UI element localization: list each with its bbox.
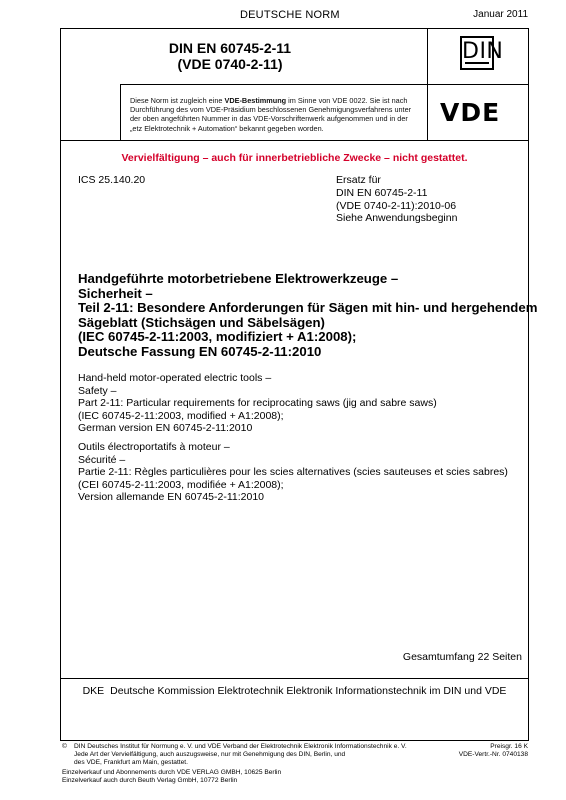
dke-line bbox=[60, 685, 529, 697]
vde-logo: VDE bbox=[440, 98, 501, 127]
issue-date: Januar 2011 bbox=[473, 9, 528, 20]
replacement-line: Ersatz für bbox=[336, 174, 381, 186]
dke-full-name: Deutsche Kommission Elektrotechnik Elektronik Informationstechnik im DIN und VDE bbox=[110, 685, 507, 697]
price-info bbox=[459, 743, 528, 759]
din-logo-text: DIN bbox=[462, 39, 504, 64]
ics-code: ICS 25.140.20 bbox=[78, 174, 146, 186]
copyright-line: DIN Deutsches Institut für Normung e. V. und VDE Verband der Elektrotechnik Elektronik Informationstechnik e. V. bbox=[74, 743, 407, 750]
copyright-symbol: © bbox=[62, 743, 67, 750]
title-german-line: Teil 2-11: Besondere Anforderungen für Sägen mit hin- und hergehendem bbox=[78, 300, 538, 315]
reproduction-warning: Vervielfältigung – auch für innerbetriebliche Zwecke – nicht gestattet. bbox=[121, 152, 468, 164]
replacement-line: DIN EN 60745-2-11 bbox=[336, 186, 428, 199]
title-french-line: Version allemande EN 60745-2-11:2010 bbox=[78, 491, 265, 504]
title-english-line: Safety – bbox=[78, 384, 117, 397]
copyright-line: des VDE, Frankfurt am Main, gestattet. bbox=[74, 759, 188, 766]
title-english-line: Part 2-11: Particular requirements for reciprocating saws (jig and sabre saws) bbox=[78, 397, 437, 410]
title-french-line: Sécurité – bbox=[78, 453, 126, 466]
vde-notice bbox=[130, 96, 412, 133]
total-pages: Gesamtumfang 22 Seiten bbox=[402, 651, 522, 663]
din-logo-underline bbox=[465, 62, 489, 64]
title-english bbox=[78, 372, 518, 435]
sales-line: Einzelverkauf auch durch Beuth Verlag GmbH, 10772 Berlin bbox=[62, 777, 238, 784]
norm-type-label: DEUTSCHE NORM bbox=[240, 9, 340, 21]
vde-order-number: VDE-Vertr.-Nr. 0740138 bbox=[458, 751, 528, 758]
title-german-line: (IEC 60745-2-11:2003, modifiziert + A1:2008); bbox=[78, 329, 357, 344]
document-number bbox=[60, 40, 400, 72]
notice-bottom-divider bbox=[60, 140, 529, 141]
document-number-line: (VDE 0740-2-11) bbox=[177, 56, 283, 72]
header-divider bbox=[120, 84, 529, 85]
copyright-notice bbox=[62, 743, 418, 767]
title-french-line: Outils électroportatifs à moteur – bbox=[78, 441, 230, 453]
din-logo bbox=[460, 36, 504, 70]
title-french-line: Partie 2-11: Règles particulières pour les scies alternatives (scies sauteuses et scies sabres) bbox=[78, 466, 508, 479]
replacement-line: (VDE 0740-2-11):2010-06 bbox=[336, 199, 457, 212]
copyright-line: Jede Art der Vervielfältigung, auch auszugsweise, nur mit Genehmigung des DIN, Berlin, und bbox=[74, 751, 346, 758]
replacement-line: Siehe Anwendungsbeginn bbox=[336, 212, 458, 225]
price-group: Preisgr. 16 K bbox=[490, 743, 528, 750]
title-english-line: (IEC 60745-2-11:2003, modified + A1:2008); bbox=[78, 409, 284, 422]
title-english-line: German version EN 60745-2-11:2010 bbox=[78, 422, 253, 435]
vde-notice-body: im Sinne von VDE 0022. Sie ist nach Durchführung des vom VDE-Präsidium beschlossenen Genehmigungsverfahrens unter der oben angeführten Nummer in das VDE-Vorschriftenwerk aufgenommen und in der „etz Elektrotechnik + Automation“ bekannt gegeben worden. bbox=[130, 96, 412, 133]
title-german-line: Sägeblatt (Stichsägen und Säbelsägen) bbox=[78, 314, 325, 330]
document-number-line: DIN EN 60745-2-11 bbox=[168, 40, 292, 56]
title-german bbox=[78, 271, 538, 359]
title-german-line: Deutsche Fassung EN 60745-2-11:2010 bbox=[78, 343, 322, 359]
title-french bbox=[78, 441, 523, 504]
dke-divider bbox=[60, 678, 529, 679]
sales-line: Einzelverkauf und Abonnements durch VDE VERLAG GMBH, 10625 Berlin bbox=[62, 769, 282, 776]
title-german-line: Sicherheit – bbox=[78, 285, 153, 301]
title-french-line: (CEI 60745-2-11:2003, modifiée + A1:2008); bbox=[78, 478, 284, 491]
sales-info bbox=[62, 769, 281, 785]
notice-left-divider bbox=[120, 84, 121, 140]
title-english-line: Hand-held motor-operated electric tools – bbox=[78, 372, 272, 384]
vde-notice-intro: Diese Norm ist zugleich eine bbox=[130, 96, 225, 105]
replacement-info bbox=[336, 174, 457, 225]
vde-notice-term: VDE-Bestimmung bbox=[224, 96, 287, 105]
title-german-line: Handgeführte motorbetriebene Elektrowerkzeuge – bbox=[78, 271, 399, 286]
dke-abbreviation: DKE bbox=[82, 685, 105, 697]
